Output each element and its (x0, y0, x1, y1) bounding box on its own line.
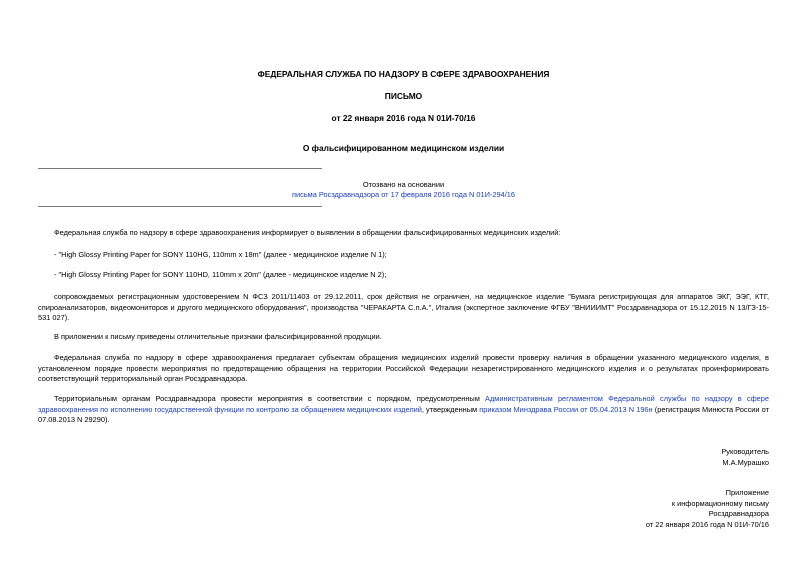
document-type: ПИСЬМО (384, 91, 423, 101)
agency-title: ФЕДЕРАЛЬНАЯ СЛУЖБА ПО НАДЗОРУ В СФЕРЕ ЗДРАВООХРАНЕНИЯ (257, 69, 550, 79)
appendix-line-1: Приложение (725, 488, 769, 497)
paragraph-intro: Федеральная служба по надзору в сфере здравоохранения информирует о выявлении в обращении фальсифицированных медицинских изделий: (54, 228, 561, 237)
revocation-link[interactable]: письма Росздравнадзора от 17 февраля 2016 года N 01И-294/16 (291, 190, 516, 199)
paragraph-registration: сопровождаемых регистрационным удостоверением N ФСЗ 2011/11403 от 29.12.2011, срок действия не ограничен, на медицинское изделие "Бумага регистрирующая для аппаратов ЭКГ, ЭЭГ, КТГ, спироанализаторов, видеомониторов и другого медицинского оборудования", производства "ЧЕРАКАРТА С.п.А.", Италия (экспертное заключение ФГБУ "ВНИИИМТ" Росздравнадзора от 15.12.2015 N 13/ГЗ-15-531 027). (38, 292, 769, 322)
divider-top (38, 168, 322, 169)
revocation-link-line (0, 190, 807, 200)
document-subject: О фальсифицированном медицинском изделии (302, 143, 505, 153)
signature-name: М.А.Мурашко (722, 457, 769, 467)
paragraph-item-2: - "High Glossy Printing Paper for SONY 110HD, 110mm x 20m" (далее - медицинское изделие N 2); (54, 270, 387, 279)
signature-block (721, 447, 769, 468)
admin-regulation-link[interactable]: Административным регламентом Федеральной службы по надзору в сфере здравоохранения по исполнению государственной функции по контролю за обращением медицинских изделий (38, 394, 769, 414)
revocation-note: Отозвано на основании (362, 180, 445, 189)
signature-title: Руководитель (721, 447, 769, 456)
paragraph-appendix-note: В приложении к письму приведены отличительные признаки фальсифицированной продукции. (54, 332, 382, 341)
paragraph-territorial (38, 394, 769, 426)
appendix-line-2: к информационному письму (671, 498, 769, 508)
paragraph-territorial-text-c: (регистрация Минюста России от 07.08.2013 N 29290). (38, 404, 769, 424)
paragraph-proposal: Федеральная служба по надзору в сфере здравоохранения предлагает субъектам обращения медицинских изделий провести проверку наличия в обращении указанного медицинского изделия, в установленном порядке провести мероприятия по предотвращению обращения на территории Российской Федерации незарегистрированного медицинского изделия и о результатах проинформировать соответствующий территориальный орган Росздравнадзора. (38, 353, 769, 383)
appendix-line-3: Росздравнадзора (708, 509, 769, 518)
appendix-line-4: от 22 января 2016 года N 01И-70/16 (645, 519, 769, 529)
appendix-block (646, 488, 769, 530)
document-date-number: от 22 января 2016 года N 01И-70/16 (331, 113, 476, 123)
paragraph-item-1: - "High Glossy Printing Paper for SONY 110HG, 110mm x 18m" (далее - медицинское изделие N 1); (54, 250, 387, 259)
divider-bottom (38, 206, 322, 207)
order-link[interactable]: приказом Минздрава России от 05.04.2013 N 196н (479, 404, 653, 414)
paragraph-territorial-text-a: Территориальным органам Росздравнадзора провести мероприятия в соответствии с порядком, предусмотренным (54, 394, 486, 403)
paragraph-territorial-text-b: , утвержденным (421, 404, 480, 414)
